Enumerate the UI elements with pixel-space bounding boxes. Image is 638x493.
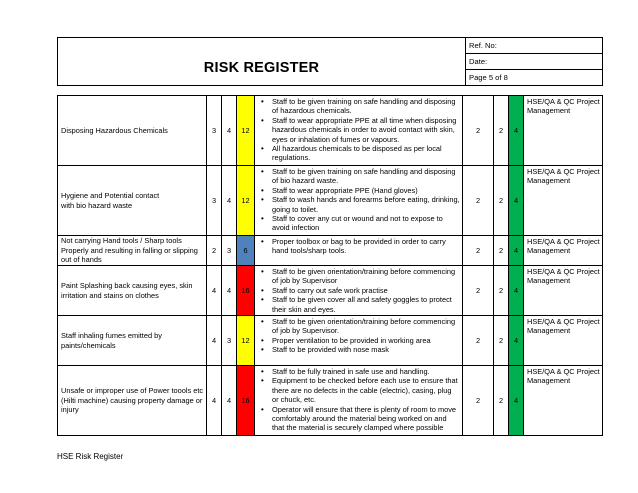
risk-rating: 12 <box>237 96 255 166</box>
likelihood-value: 2 <box>207 236 222 266</box>
residual-likelihood: 2 <box>463 96 494 166</box>
control-measure-item: • Operator will ensure that there is plenty of room to move comfortably around the material being worked on and that the material is securely clamped where possible <box>272 405 460 433</box>
control-measure-item: • Staff to be given orientation/training before commencing of job by Supervisor. <box>272 317 460 336</box>
residual-likelihood: 2 <box>463 236 494 266</box>
responsible-party: HSE/QA & QC Project Management <box>524 366 603 436</box>
register-row <box>58 236 603 266</box>
hazard-description: Paint Splashing back causing eyes, skin irritation and stains on clothes <box>58 266 207 316</box>
responsible-party: HSE/QA & QC Project Management <box>524 266 603 316</box>
severity-value: 3 <box>222 316 237 366</box>
control-measures <box>255 236 463 266</box>
residual-severity: 2 <box>494 166 509 236</box>
control-measures <box>255 166 463 236</box>
hazard-description: Unsafe or improper use of Power toools etc (Hilti machine) causing property damage or injury <box>58 366 207 436</box>
residual-risk-rating: 4 <box>509 166 524 236</box>
hazard-description: Disposing Hazardous Chemicals <box>58 96 207 166</box>
residual-severity: 2 <box>494 366 509 436</box>
control-measures-list <box>255 97 460 163</box>
control-measure-item: • Staff to carry out safe work practise <box>272 286 460 295</box>
risk-rating: 6 <box>237 236 255 266</box>
control-measure-item: • Staff to cover any cut or wound and not to expose to avoid infection <box>272 214 460 233</box>
likelihood-value: 4 <box>207 316 222 366</box>
control-measures-list <box>255 167 460 233</box>
control-measure-item: • Staff to be given training on safe handling and disposing of hazardous chemicals. <box>272 97 460 116</box>
control-measure-item: • All hazardous chemicals to be disposed as per local regulations. <box>272 144 460 163</box>
control-measure-item: • Staff to be given cover all and safety goggles to protect their skin and eyes. <box>272 295 460 314</box>
control-measure-item: • Staff to be fully trained in safe use and handling. <box>272 367 460 376</box>
control-measures <box>255 366 463 436</box>
likelihood-value: 3 <box>207 96 222 166</box>
severity-value: 4 <box>222 266 237 316</box>
register-row <box>58 316 603 366</box>
control-measure-item: • Proper toolbox or bag to be provided in order to carry hand tools/sharp tools. <box>272 237 460 256</box>
severity-value: 4 <box>222 166 237 236</box>
control-measures-list <box>255 267 460 314</box>
hazard-description: Not carrying Hand tools / Sharp tools Properly and resulting in falling or slipping out of hands <box>58 236 207 266</box>
register-row <box>58 366 603 436</box>
document-header <box>57 37 603 86</box>
register-row <box>58 166 603 236</box>
residual-risk-rating: 4 <box>509 96 524 166</box>
residual-severity: 2 <box>494 96 509 166</box>
control-measure-item: • Staff to be provided with nose mask <box>272 345 460 354</box>
likelihood-value: 3 <box>207 166 222 236</box>
control-measure-item: • Proper ventilation to be provided in working area <box>272 336 460 345</box>
hazard-description: Hygiene and Potential contact with bio hazard waste <box>58 166 207 236</box>
responsible-party: HSE/QA & QC Project Management <box>524 96 603 166</box>
residual-risk-rating: 4 <box>509 366 524 436</box>
control-measure-item: • Staff to be given training on safe handling and disposing of bio hazard waste. <box>272 167 460 186</box>
control-measures <box>255 316 463 366</box>
residual-likelihood: 2 <box>463 166 494 236</box>
severity-value: 4 <box>222 366 237 436</box>
severity-value: 3 <box>222 236 237 266</box>
control-measure-item: • Staff to wash hands and forearms before eating, drinking, going to toilet. <box>272 195 460 214</box>
risk-register-table <box>57 95 603 436</box>
risk-rating: 16 <box>237 366 255 436</box>
residual-likelihood: 2 <box>463 266 494 316</box>
control-measures-list <box>255 367 460 433</box>
severity-value: 4 <box>222 96 237 166</box>
residual-risk-rating: 4 <box>509 236 524 266</box>
control-measure-item: • Staff to wear appropriate PPE at all time when disposing hazardous chemicals in order to avoid contact with skin, eyes or inhalation of fumes or vapours. <box>272 116 460 144</box>
residual-risk-rating: 4 <box>509 316 524 366</box>
responsible-party: HSE/QA & QC Project Management <box>524 166 603 236</box>
control-measures-list <box>255 317 460 355</box>
likelihood-value: 4 <box>207 266 222 316</box>
risk-rating: 12 <box>237 316 255 366</box>
control-measure-item: • Staff to be given orientation/training before commencing of job by Supervisor <box>272 267 460 286</box>
footer-text: HSE Risk Register <box>57 452 124 461</box>
responsible-party: HSE/QA & QC Project Management <box>524 316 603 366</box>
register-row <box>58 266 603 316</box>
risk-rating: 16 <box>237 266 255 316</box>
date-field: Date: <box>466 54 603 70</box>
residual-severity: 2 <box>494 236 509 266</box>
residual-severity: 2 <box>494 266 509 316</box>
hazard-description: Staff inhaling fumes emitted by paints/chemicals <box>58 316 207 366</box>
page-number: Page 5 of 8 <box>466 70 603 86</box>
likelihood-value: 4 <box>207 366 222 436</box>
responsible-party: HSE/QA & QC Project Management <box>524 236 603 266</box>
residual-likelihood: 2 <box>463 316 494 366</box>
control-measure-item: • Equipment to be checked before each use to ensure that there are no defects in the cable (electric), casing, plug or chuck, etc. <box>272 376 460 404</box>
ref-no-field: Ref. No: <box>466 38 603 54</box>
residual-risk-rating: 4 <box>509 266 524 316</box>
risk-rating: 12 <box>237 166 255 236</box>
control-measures-list <box>255 237 460 256</box>
control-measure-item: • Staff to wear appropriate PPE (Hand gloves) <box>272 186 460 195</box>
register-row <box>58 96 603 166</box>
document-title: RISK REGISTER <box>58 38 466 86</box>
residual-likelihood: 2 <box>463 366 494 436</box>
control-measures <box>255 266 463 316</box>
residual-severity: 2 <box>494 316 509 366</box>
control-measures <box>255 96 463 166</box>
